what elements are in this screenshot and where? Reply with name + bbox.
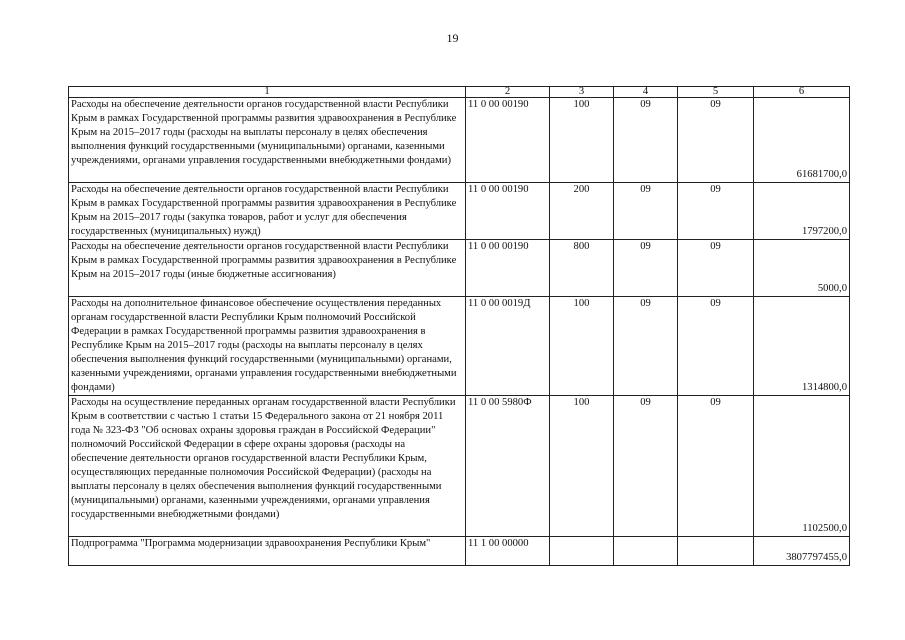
target-article-code-cell: 11 1 00 00000 (466, 537, 550, 566)
section-cell: 09 (614, 98, 678, 183)
header-cell: 4 (614, 87, 678, 98)
subsection-cell: 09 (678, 297, 754, 396)
subsection-cell: 09 (678, 396, 754, 537)
amount-cell: 5000,0 (754, 240, 850, 297)
amount-cell: 1797200,0 (754, 183, 850, 240)
expense-type-cell: 200 (550, 183, 614, 240)
expense-name-cell: Расходы на дополнительное финансовое обеспечение осуществления переданных органам государственной власти Республики Крым полномочий Российской Федерации в рамках Государственной программы развития здравоохранения в Республике Крым на 2015–2017 годы (расходы на выплаты персоналу в целях обеспечения выполнения функций государственными (муниципальными) органами, казенными учреждениями, органами управления государственными внебюджетными фондами) (69, 297, 466, 396)
expense-type-cell (550, 537, 614, 566)
header-cell: 5 (678, 87, 754, 98)
page-number: 19 (446, 31, 459, 45)
expense-type-cell: 100 (550, 98, 614, 183)
expense-name-cell: Расходы на обеспечение деятельности органов государственной власти Республики Крым в рамках Государственной программы развития здравоохранения в Республике Крым на 2015–2017 годы (расходы на выплаты персоналу в целях обеспечения выполнения функций государственными (муниципальными) органами, казенными учреждениями, органами управления государственными внебюджетными фондами) (69, 98, 466, 183)
subsection-cell (678, 537, 754, 566)
section-cell: 09 (614, 396, 678, 537)
budget-table (68, 86, 850, 566)
target-article-code-cell: 11 0 00 0019Д (466, 297, 550, 396)
amount-cell: 61681700,0 (754, 98, 850, 183)
subsection-cell: 09 (678, 240, 754, 297)
expense-name-cell: Расходы на осуществление переданных органам государственной власти Республики Крым в соответствии с частью 1 статьи 15 Федерального закона от 21 ноября 2011 года № 323-ФЗ "Об основах охраны здоровья граждан в Российской Федерации" полномочий Российской Федерации в сфере охраны здоровья (расходы на обеспечение деятельности органов государственной власти Республики Крым, осуществляющих переданные полномочия Российской Федерации) (расходы на выплаты персоналу в целях обеспечения выполнения функций государственными (муниципальными) органами, казенными учреждениями, органами управления государственными внебюджетными фондами) (69, 396, 466, 537)
header-cell: 2 (466, 87, 550, 98)
table-header-row (69, 87, 850, 98)
expense-name-cell: Расходы на обеспечение деятельности органов государственной власти Республики Крым в рамках Государственной программы развития здравоохранения в Республике Крым на 2015–2017 годы (закупка товаров, работ и услуг для обеспечения государственных (муниципальных) нужд) (69, 183, 466, 240)
header-cell: 6 (754, 87, 850, 98)
table-row (69, 183, 850, 240)
section-cell: 09 (614, 297, 678, 396)
section-cell: 09 (614, 183, 678, 240)
header-cell: 3 (550, 87, 614, 98)
amount-cell: 3807797455,0 (754, 537, 850, 566)
target-article-code-cell: 11 0 00 5980Ф (466, 396, 550, 537)
subsection-cell: 09 (678, 98, 754, 183)
amount-cell: 1314800,0 (754, 297, 850, 396)
section-cell (614, 537, 678, 566)
amount-cell: 1102500,0 (754, 396, 850, 537)
table-row (69, 396, 850, 537)
table-row (69, 537, 850, 566)
header-cell: 1 (69, 87, 466, 98)
expense-type-cell: 100 (550, 297, 614, 396)
expense-name-cell: Подпрограмма "Программа модернизации здравоохранения Республики Крым" (69, 537, 466, 566)
table-row (69, 98, 850, 183)
table-row (69, 240, 850, 297)
expense-type-cell: 100 (550, 396, 614, 537)
subsection-cell: 09 (678, 183, 754, 240)
target-article-code-cell: 11 0 00 00190 (466, 98, 550, 183)
target-article-code-cell: 11 0 00 00190 (466, 183, 550, 240)
expense-type-cell: 800 (550, 240, 614, 297)
table-row (69, 297, 850, 396)
expense-name-cell: Расходы на обеспечение деятельности органов государственной власти Республики Крым в рамках Государственной программы развития здравоохранения в Республике Крым на 2015–2017 годы (иные бюджетные ассигнования) (69, 240, 466, 297)
target-article-code-cell: 11 0 00 00190 (466, 240, 550, 297)
section-cell: 09 (614, 240, 678, 297)
